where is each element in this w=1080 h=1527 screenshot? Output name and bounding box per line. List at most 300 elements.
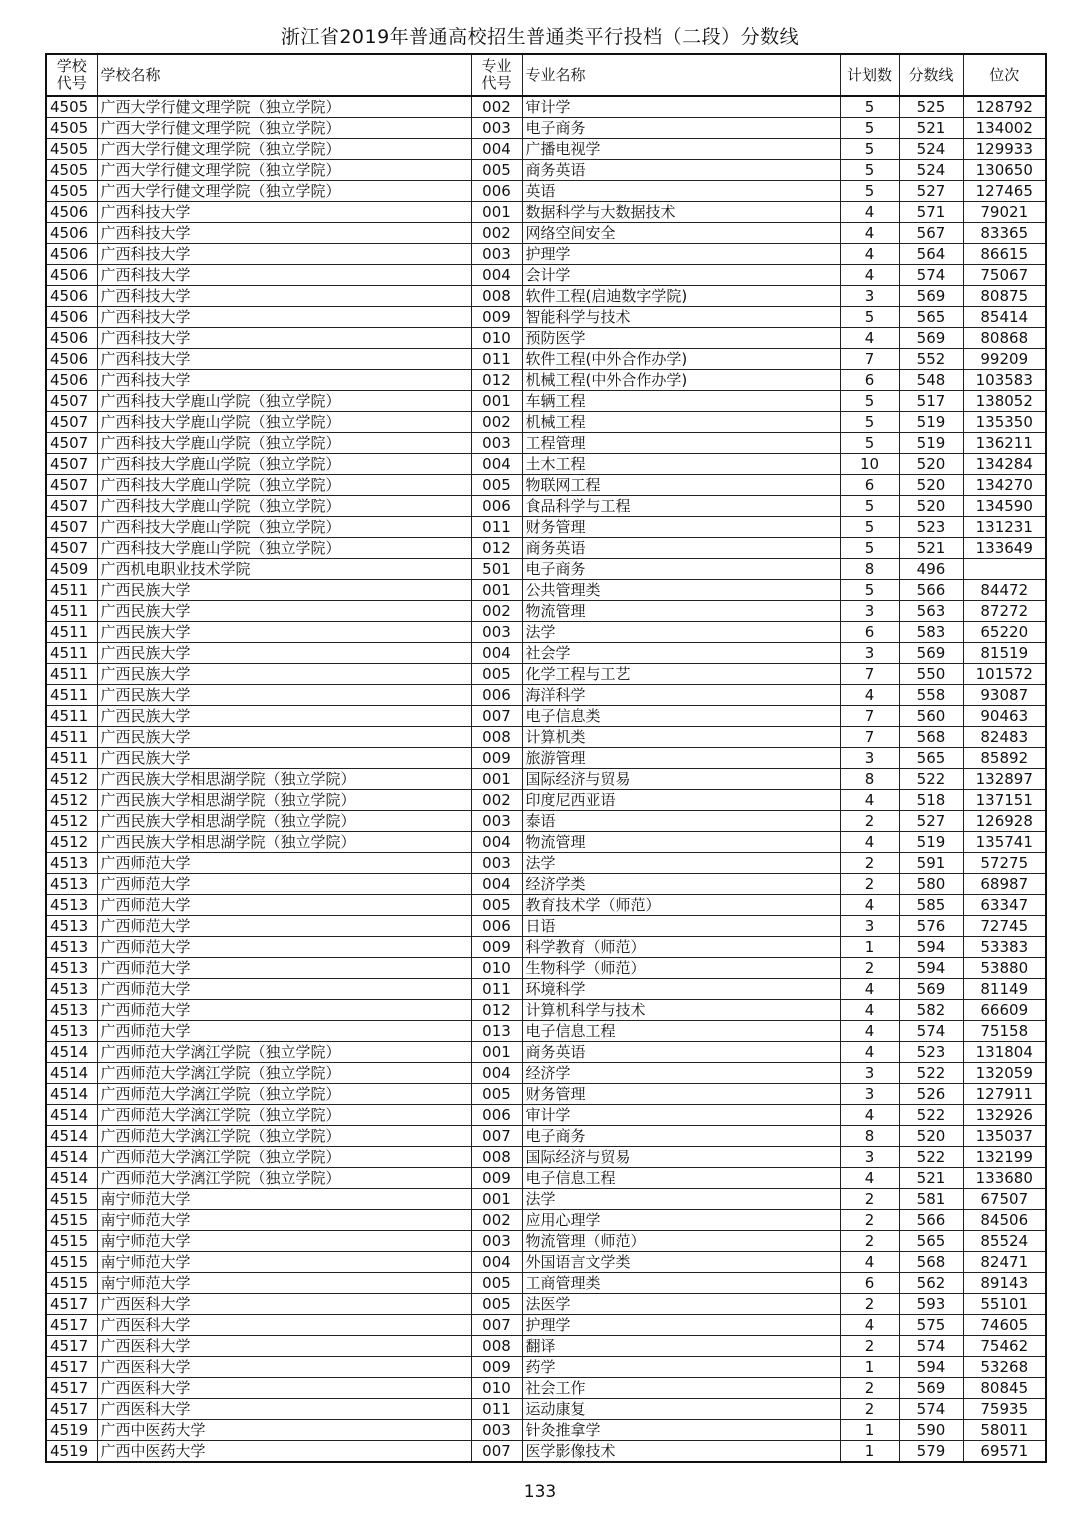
cell-major-code: 004 (471, 1252, 522, 1273)
cell-plan: 5 (840, 538, 899, 559)
cell-school-name: 广西大学行健文理学院（独立学院） (97, 118, 471, 139)
cell-score: 582 (899, 1000, 963, 1021)
cell-school-name: 广西医科大学 (97, 1315, 471, 1336)
cell-major-name: 机械工程 (522, 412, 840, 433)
table-row (46, 1210, 1046, 1231)
cell-major-code: 005 (471, 475, 522, 496)
table-row (46, 916, 1046, 937)
cell-rank: 132199 (963, 1147, 1046, 1168)
cell-score: 560 (899, 706, 963, 727)
cell-rank: 131804 (963, 1042, 1046, 1063)
cell-rank: 75935 (963, 1399, 1046, 1420)
table-row (46, 1357, 1046, 1378)
cell-major-name: 法学 (522, 622, 840, 643)
cell-score: 524 (899, 139, 963, 160)
cell-school-code: 4506 (46, 223, 97, 244)
cell-major-name: 会计学 (522, 265, 840, 286)
cell-major-code: 003 (471, 853, 522, 874)
cell-school-name: 广西师范大学漓江学院（独立学院） (97, 1126, 471, 1147)
cell-rank: 75462 (963, 1336, 1046, 1357)
cell-major-name: 旅游管理 (522, 748, 840, 769)
cell-school-name: 广西民族大学 (97, 601, 471, 622)
cell-major-name: 网络空间安全 (522, 223, 840, 244)
cell-major-name: 商务英语 (522, 538, 840, 559)
cell-major-name: 法学 (522, 853, 840, 874)
cell-school-name: 广西民族大学 (97, 685, 471, 706)
cell-major-name: 护理学 (522, 244, 840, 265)
cell-plan: 4 (840, 832, 899, 853)
cell-school-code: 4505 (46, 96, 97, 118)
cell-school-code: 4511 (46, 622, 97, 643)
cell-major-name: 科学教育（师范） (522, 937, 840, 958)
cell-plan: 5 (840, 517, 899, 538)
cell-major-code: 013 (471, 1021, 522, 1042)
table-row (46, 1021, 1046, 1042)
table-row (46, 181, 1046, 202)
cell-school-code: 4514 (46, 1105, 97, 1126)
cell-major-code: 002 (471, 96, 522, 118)
cell-school-name: 广西科技大学鹿山学院（独立学院） (97, 517, 471, 538)
table-row (46, 1294, 1046, 1315)
cell-rank: 82471 (963, 1252, 1046, 1273)
table-row (46, 370, 1046, 391)
cell-major-name: 物流管理 (522, 832, 840, 853)
cell-school-name: 广西科技大学 (97, 244, 471, 265)
cell-school-code: 4513 (46, 916, 97, 937)
cell-school-name: 广西师范大学 (97, 916, 471, 937)
cell-school-code: 4506 (46, 286, 97, 307)
cell-school-name: 广西科技大学鹿山学院（独立学院） (97, 412, 471, 433)
table-row (46, 580, 1046, 601)
cell-major-code: 001 (471, 391, 522, 412)
table-row (46, 1042, 1046, 1063)
cell-score: 568 (899, 727, 963, 748)
cell-score: 575 (899, 1315, 963, 1336)
cell-plan: 4 (840, 1000, 899, 1021)
cell-rank: 129933 (963, 139, 1046, 160)
cell-major-code: 001 (471, 202, 522, 223)
cell-score: 517 (899, 391, 963, 412)
cell-major-name: 公共管理类 (522, 580, 840, 601)
cell-rank: 126928 (963, 811, 1046, 832)
cell-rank: 128792 (963, 96, 1046, 118)
cell-rank: 57275 (963, 853, 1046, 874)
cell-major-name: 经济学类 (522, 874, 840, 895)
cell-major-code: 004 (471, 832, 522, 853)
table-row (46, 853, 1046, 874)
cell-plan: 2 (840, 811, 899, 832)
table-header-row (46, 54, 1046, 96)
cell-score: 566 (899, 580, 963, 601)
cell-school-code: 4505 (46, 118, 97, 139)
cell-score: 550 (899, 664, 963, 685)
cell-rank: 80868 (963, 328, 1046, 349)
table-row (46, 1336, 1046, 1357)
table-row (46, 412, 1046, 433)
cell-school-name: 广西民族大学相思湖学院（独立学院） (97, 769, 471, 790)
cell-major-code: 007 (471, 1441, 522, 1463)
cell-major-code: 010 (471, 1378, 522, 1399)
cell-school-code: 4517 (46, 1315, 97, 1336)
cell-score: 520 (899, 454, 963, 475)
cell-major-code: 010 (471, 328, 522, 349)
cell-plan: 6 (840, 370, 899, 391)
cell-major-code: 003 (471, 1231, 522, 1252)
table-row (46, 1378, 1046, 1399)
cell-plan: 1 (840, 1420, 899, 1441)
cell-rank: 133680 (963, 1168, 1046, 1189)
cell-rank: 83365 (963, 223, 1046, 244)
cell-score: 522 (899, 1147, 963, 1168)
table-row (46, 244, 1046, 265)
cell-major-name: 电子信息类 (522, 706, 840, 727)
cell-major-code: 003 (471, 622, 522, 643)
cell-rank: 99209 (963, 349, 1046, 370)
table-row (46, 1273, 1046, 1294)
cell-major-name: 经济学 (522, 1063, 840, 1084)
cell-plan: 4 (840, 244, 899, 265)
cell-plan: 1 (840, 1441, 899, 1463)
cell-score: 526 (899, 1084, 963, 1105)
cell-plan: 5 (840, 181, 899, 202)
cell-school-code: 4505 (46, 160, 97, 181)
cell-major-name: 广播电视学 (522, 139, 840, 160)
cell-major-code: 007 (471, 706, 522, 727)
cell-plan: 4 (840, 1315, 899, 1336)
cell-plan: 10 (840, 454, 899, 475)
header-rank: 位次 (963, 54, 1046, 96)
cell-school-code: 4505 (46, 181, 97, 202)
cell-score: 520 (899, 496, 963, 517)
cell-major-name: 土木工程 (522, 454, 840, 475)
cell-score: 581 (899, 1189, 963, 1210)
cell-score: 594 (899, 937, 963, 958)
table-row (46, 160, 1046, 181)
cell-score: 524 (899, 160, 963, 181)
cell-major-code: 004 (471, 265, 522, 286)
cell-major-code: 008 (471, 727, 522, 748)
cell-school-name: 南宁师范大学 (97, 1210, 471, 1231)
table-row (46, 664, 1046, 685)
cell-school-name: 广西民族大学 (97, 664, 471, 685)
cell-major-code: 009 (471, 748, 522, 769)
cell-school-name: 广西中医药大学 (97, 1420, 471, 1441)
cell-score: 567 (899, 223, 963, 244)
cell-rank: 53880 (963, 958, 1046, 979)
cell-school-name: 广西大学行健文理学院（独立学院） (97, 160, 471, 181)
cell-school-name: 广西师范大学 (97, 979, 471, 1000)
cell-score: 569 (899, 1378, 963, 1399)
cell-major-name: 计算机类 (522, 727, 840, 748)
cell-school-code: 4517 (46, 1357, 97, 1378)
cell-school-code: 4517 (46, 1336, 97, 1357)
table-row (46, 1315, 1046, 1336)
cell-school-name: 广西科技大学鹿山学院（独立学院） (97, 475, 471, 496)
cell-rank: 55101 (963, 1294, 1046, 1315)
cell-rank: 132897 (963, 769, 1046, 790)
cell-score: 574 (899, 1399, 963, 1420)
cell-major-code: 011 (471, 1399, 522, 1420)
cell-score: 521 (899, 538, 963, 559)
cell-school-name: 南宁师范大学 (97, 1231, 471, 1252)
cell-school-code: 4515 (46, 1252, 97, 1273)
cell-school-code: 4517 (46, 1378, 97, 1399)
cell-school-name: 广西医科大学 (97, 1336, 471, 1357)
cell-rank: 74605 (963, 1315, 1046, 1336)
cell-rank: 84472 (963, 580, 1046, 601)
cell-school-code: 4507 (46, 475, 97, 496)
table-row (46, 1105, 1046, 1126)
cell-school-code: 4507 (46, 454, 97, 475)
cell-school-code: 4513 (46, 979, 97, 1000)
table-row (46, 1147, 1046, 1168)
cell-rank: 131231 (963, 517, 1046, 538)
table-row (46, 1231, 1046, 1252)
cell-major-name: 护理学 (522, 1315, 840, 1336)
cell-major-code: 004 (471, 454, 522, 475)
cell-school-name: 广西科技大学 (97, 370, 471, 391)
header-school-name: 学校名称 (97, 54, 471, 96)
cell-rank: 68987 (963, 874, 1046, 895)
table-row (46, 538, 1046, 559)
cell-rank: 132926 (963, 1105, 1046, 1126)
cell-major-name: 电子商务 (522, 559, 840, 580)
table-row (46, 811, 1046, 832)
cell-major-name: 海洋科学 (522, 685, 840, 706)
cell-rank: 86615 (963, 244, 1046, 265)
cell-major-name: 印度尼西亚语 (522, 790, 840, 811)
cell-major-name: 软件工程(启迪数字学院) (522, 286, 840, 307)
cell-score: 519 (899, 412, 963, 433)
table-row (46, 1189, 1046, 1210)
cell-major-name: 工程管理 (522, 433, 840, 454)
cell-plan: 5 (840, 307, 899, 328)
cell-rank: 82483 (963, 727, 1046, 748)
cell-school-name: 广西师范大学 (97, 895, 471, 916)
cell-major-code: 009 (471, 937, 522, 958)
cell-school-name: 广西民族大学相思湖学院（独立学院） (97, 790, 471, 811)
cell-school-code: 4515 (46, 1189, 97, 1210)
cell-plan: 4 (840, 790, 899, 811)
cell-plan: 1 (840, 937, 899, 958)
cell-plan: 4 (840, 328, 899, 349)
cell-rank (963, 559, 1046, 580)
cell-school-code: 4515 (46, 1273, 97, 1294)
cell-major-name: 商务英语 (522, 1042, 840, 1063)
cell-rank: 134590 (963, 496, 1046, 517)
cell-score: 548 (899, 370, 963, 391)
cell-plan: 6 (840, 622, 899, 643)
cell-major-name: 计算机科学与技术 (522, 1000, 840, 1021)
cell-rank: 130650 (963, 160, 1046, 181)
cell-school-name: 广西师范大学 (97, 937, 471, 958)
cell-major-code: 003 (471, 118, 522, 139)
cell-school-code: 4519 (46, 1441, 97, 1463)
cell-school-name: 广西机电职业技术学院 (97, 559, 471, 580)
cell-school-code: 4513 (46, 1021, 97, 1042)
cell-school-name: 广西师范大学 (97, 1021, 471, 1042)
cell-major-name: 财务管理 (522, 1084, 840, 1105)
cell-score: 569 (899, 328, 963, 349)
cell-major-name: 电子信息工程 (522, 1168, 840, 1189)
cell-rank: 80875 (963, 286, 1046, 307)
cell-score: 523 (899, 1042, 963, 1063)
cell-score: 590 (899, 1420, 963, 1441)
cell-major-code: 002 (471, 601, 522, 622)
cell-major-code: 009 (471, 307, 522, 328)
table-row (46, 1168, 1046, 1189)
cell-school-code: 4514 (46, 1063, 97, 1084)
cell-major-code: 001 (471, 769, 522, 790)
cell-school-code: 4513 (46, 1000, 97, 1021)
cell-plan: 5 (840, 433, 899, 454)
cell-major-name: 工商管理类 (522, 1273, 840, 1294)
cell-school-name: 广西科技大学 (97, 349, 471, 370)
cell-major-code: 003 (471, 811, 522, 832)
cell-school-name: 广西民族大学 (97, 706, 471, 727)
cell-school-name: 广西科技大学鹿山学院（独立学院） (97, 454, 471, 475)
cell-rank: 90463 (963, 706, 1046, 727)
cell-school-name: 广西民族大学 (97, 622, 471, 643)
cell-school-name: 广西师范大学 (97, 1000, 471, 1021)
cell-school-code: 4506 (46, 370, 97, 391)
cell-score: 519 (899, 832, 963, 853)
cell-major-name: 国际经济与贸易 (522, 769, 840, 790)
cell-plan: 7 (840, 727, 899, 748)
cell-major-code: 004 (471, 874, 522, 895)
cell-major-code: 005 (471, 664, 522, 685)
cell-rank: 127911 (963, 1084, 1046, 1105)
cell-plan: 7 (840, 706, 899, 727)
cell-rank: 127465 (963, 181, 1046, 202)
cell-major-code: 001 (471, 580, 522, 601)
header-school-code: 学校代号 (46, 54, 97, 96)
cell-school-code: 4506 (46, 265, 97, 286)
cell-school-name: 广西师范大学漓江学院（独立学院） (97, 1147, 471, 1168)
cell-rank: 72745 (963, 916, 1046, 937)
table-row (46, 496, 1046, 517)
cell-school-code: 4515 (46, 1231, 97, 1252)
cell-school-code: 4505 (46, 139, 97, 160)
cell-major-name: 电子信息工程 (522, 1021, 840, 1042)
cell-plan: 2 (840, 874, 899, 895)
cell-major-code: 004 (471, 1063, 522, 1084)
cell-plan: 5 (840, 580, 899, 601)
cell-plan: 2 (840, 1378, 899, 1399)
cell-plan: 2 (840, 1231, 899, 1252)
cell-score: 568 (899, 1252, 963, 1273)
cell-plan: 4 (840, 1168, 899, 1189)
cell-major-code: 012 (471, 1000, 522, 1021)
cell-major-name: 法医学 (522, 1294, 840, 1315)
cell-score: 565 (899, 1231, 963, 1252)
cell-school-name: 广西师范大学漓江学院（独立学院） (97, 1105, 471, 1126)
cell-school-name: 广西科技大学鹿山学院（独立学院） (97, 391, 471, 412)
table-row (46, 391, 1046, 412)
cell-school-code: 4511 (46, 601, 97, 622)
cell-score: 563 (899, 601, 963, 622)
cell-school-name: 广西科技大学鹿山学院（独立学院） (97, 538, 471, 559)
cell-plan: 6 (840, 1273, 899, 1294)
cell-school-code: 4511 (46, 727, 97, 748)
cell-school-code: 4511 (46, 748, 97, 769)
cell-score: 576 (899, 916, 963, 937)
cell-rank: 66609 (963, 1000, 1046, 1021)
cell-school-code: 4514 (46, 1147, 97, 1168)
table-row (46, 874, 1046, 895)
cell-plan: 5 (840, 412, 899, 433)
cell-school-code: 4507 (46, 433, 97, 454)
cell-school-name: 广西科技大学 (97, 202, 471, 223)
cell-school-code: 4507 (46, 496, 97, 517)
cell-major-name: 车辆工程 (522, 391, 840, 412)
cell-plan: 3 (840, 916, 899, 937)
cell-major-name: 物流管理 (522, 601, 840, 622)
cell-major-name: 泰语 (522, 811, 840, 832)
table-row (46, 559, 1046, 580)
cell-plan: 5 (840, 391, 899, 412)
page-number: 133 (523, 1482, 557, 1502)
cell-school-name: 广西医科大学 (97, 1294, 471, 1315)
cell-score: 525 (899, 96, 963, 118)
table-row (46, 601, 1046, 622)
cell-plan: 4 (840, 1252, 899, 1273)
cell-score: 591 (899, 853, 963, 874)
cell-plan: 4 (840, 223, 899, 244)
cell-score: 558 (899, 685, 963, 706)
cell-rank: 63347 (963, 895, 1046, 916)
cell-major-code: 008 (471, 1336, 522, 1357)
table-row (46, 96, 1046, 118)
cell-major-name: 食品科学与工程 (522, 496, 840, 517)
cell-school-name: 南宁师范大学 (97, 1189, 471, 1210)
cell-school-name: 广西科技大学 (97, 223, 471, 244)
cell-major-name: 机械工程(中外合作办学) (522, 370, 840, 391)
cell-major-code: 003 (471, 244, 522, 265)
cell-major-name: 社会工作 (522, 1378, 840, 1399)
cell-school-name: 广西科技大学鹿山学院（独立学院） (97, 496, 471, 517)
cell-major-name: 审计学 (522, 96, 840, 118)
table-row (46, 727, 1046, 748)
cell-rank: 53383 (963, 937, 1046, 958)
cell-plan: 2 (840, 1210, 899, 1231)
table-row (46, 433, 1046, 454)
cell-major-name: 生物科学（师范） (522, 958, 840, 979)
cell-rank: 85414 (963, 307, 1046, 328)
cell-school-name: 广西师范大学漓江学院（独立学院） (97, 1042, 471, 1063)
header-plan: 计划数 (840, 54, 899, 96)
cell-major-code: 012 (471, 538, 522, 559)
cell-score: 569 (899, 286, 963, 307)
table-row (46, 643, 1046, 664)
table-row (46, 223, 1046, 244)
cell-school-code: 4507 (46, 412, 97, 433)
cell-plan: 2 (840, 1399, 899, 1420)
cell-school-name: 广西民族大学 (97, 580, 471, 601)
cell-major-name: 预防医学 (522, 328, 840, 349)
cell-rank: 87272 (963, 601, 1046, 622)
cell-score: 562 (899, 1273, 963, 1294)
cell-major-code: 001 (471, 1042, 522, 1063)
cell-plan: 5 (840, 160, 899, 181)
cell-school-code: 4517 (46, 1294, 97, 1315)
cell-score: 574 (899, 1021, 963, 1042)
cell-rank: 134284 (963, 454, 1046, 475)
cell-plan: 8 (840, 769, 899, 790)
cell-major-code: 006 (471, 685, 522, 706)
cell-rank: 69571 (963, 1441, 1046, 1463)
cell-school-name: 广西民族大学相思湖学院（独立学院） (97, 811, 471, 832)
